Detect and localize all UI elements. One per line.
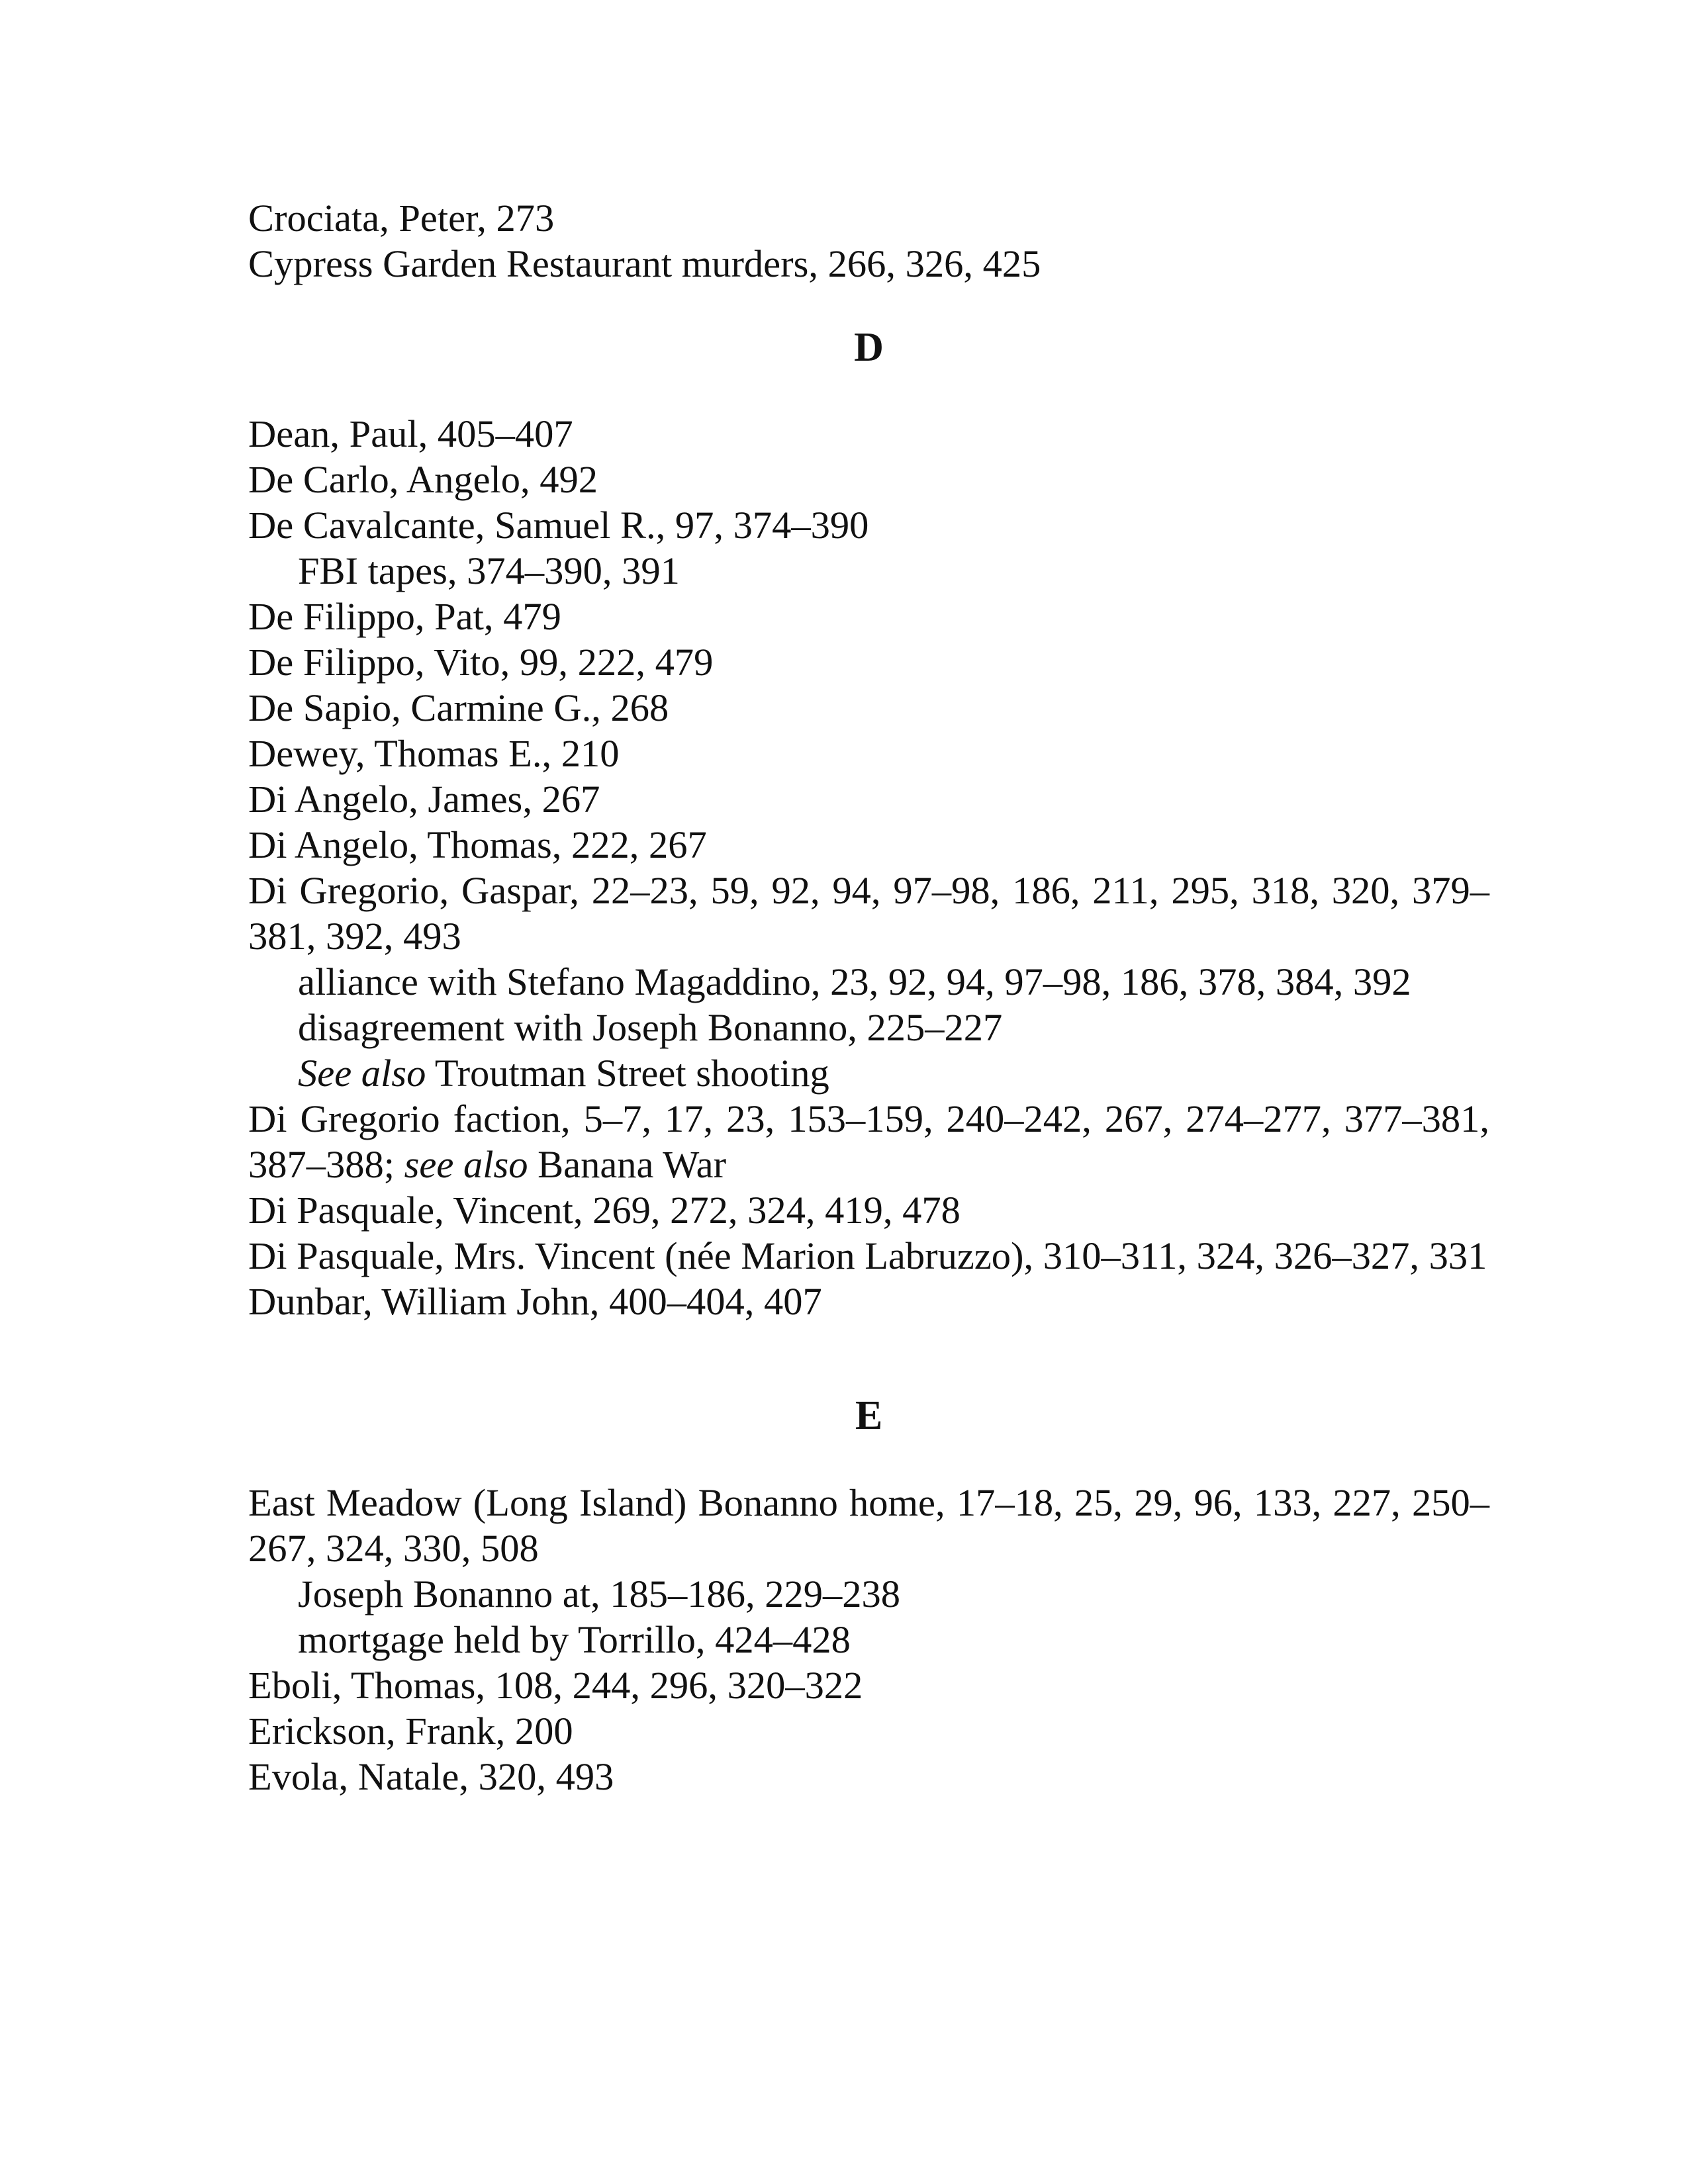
index-entry: De Filippo, Vito, 99, 222, 479 (248, 641, 714, 684)
index-entry: Cypress Garden Restaurant murders, 266, 326, 425 (248, 242, 1041, 285)
index-entry: Di Angelo, James, 267 (248, 778, 600, 821)
section-letter-e: E (855, 1393, 883, 1438)
index-entry: Evola, Natale, 320, 493 (248, 1755, 614, 1798)
index-entry: Di Gregorio, Gaspar, 22–23, 59, 92, 94, 97–98, 186, 211, 295, 318, 320, 379–381, 392, 493 (248, 869, 1489, 958)
cross-reference-target: Troutman Street shooting (426, 1052, 829, 1095)
index-entry: East Meadow (Long Island) Bonanno home, 17–18, 25, 29, 96, 133, 227, 250–267, 324, 330, 508 (248, 1481, 1489, 1570)
index-entry: Dewey, Thomas E., 210 (248, 732, 620, 775)
index-entry: Eboli, Thomas, 108, 244, 296, 320–322 (248, 1664, 863, 1707)
index-entry: Dunbar, William John, 400–404, 407 (248, 1280, 822, 1323)
section-letter-d: D (854, 325, 884, 370)
index-subentry: FBI tapes, 374–390, 391 (298, 549, 680, 592)
see-also-label: see also (404, 1143, 528, 1186)
index-subentry: Joseph Bonanno at, 185–186, 229–238 (298, 1572, 900, 1615)
index-page (248, 195, 1489, 1799)
index-entry (248, 1096, 1489, 1187)
index-subentry: mortgage held by Torrillo, 424–428 (298, 1618, 851, 1661)
index-entry: De Filippo, Pat, 479 (248, 595, 561, 638)
index-entry: Di Pasquale, Mrs. Vincent (née Marion Labruzzo), 310–311, 324, 326–327, 331 (248, 1234, 1487, 1277)
index-entry: Erickson, Frank, 200 (248, 1709, 573, 1752)
index-entry: De Carlo, Angelo, 492 (248, 458, 598, 501)
cross-reference-target: Banana War (528, 1143, 727, 1186)
index-entry: De Sapio, Carmine G., 268 (248, 686, 669, 729)
see-also-label: See also (298, 1052, 426, 1095)
index-entry: Di Pasquale, Vincent, 269, 272, 324, 419, 478 (248, 1189, 961, 1232)
index-subentry: disagreement with Joseph Bonanno, 225–227 (298, 1006, 1003, 1049)
index-entry: Dean, Paul, 405–407 (248, 412, 573, 455)
entry-text: Di Gregorio faction, 5–7, 17, 23, 153–159, 240–242, 267, 274–277, 377–381, 387–388; (248, 1097, 1489, 1186)
index-entry: Crociata, Peter, 273 (248, 197, 555, 240)
index-entry: De Cavalcante, Samuel R., 97, 374–390 (248, 504, 869, 547)
index-cross-reference (248, 1050, 1489, 1096)
index-entry: Di Angelo, Thomas, 222, 267 (248, 823, 707, 866)
index-subentry: alliance with Stefano Magaddino, 23, 92, 94, 97–98, 186, 378, 384, 392 (298, 960, 1411, 1003)
